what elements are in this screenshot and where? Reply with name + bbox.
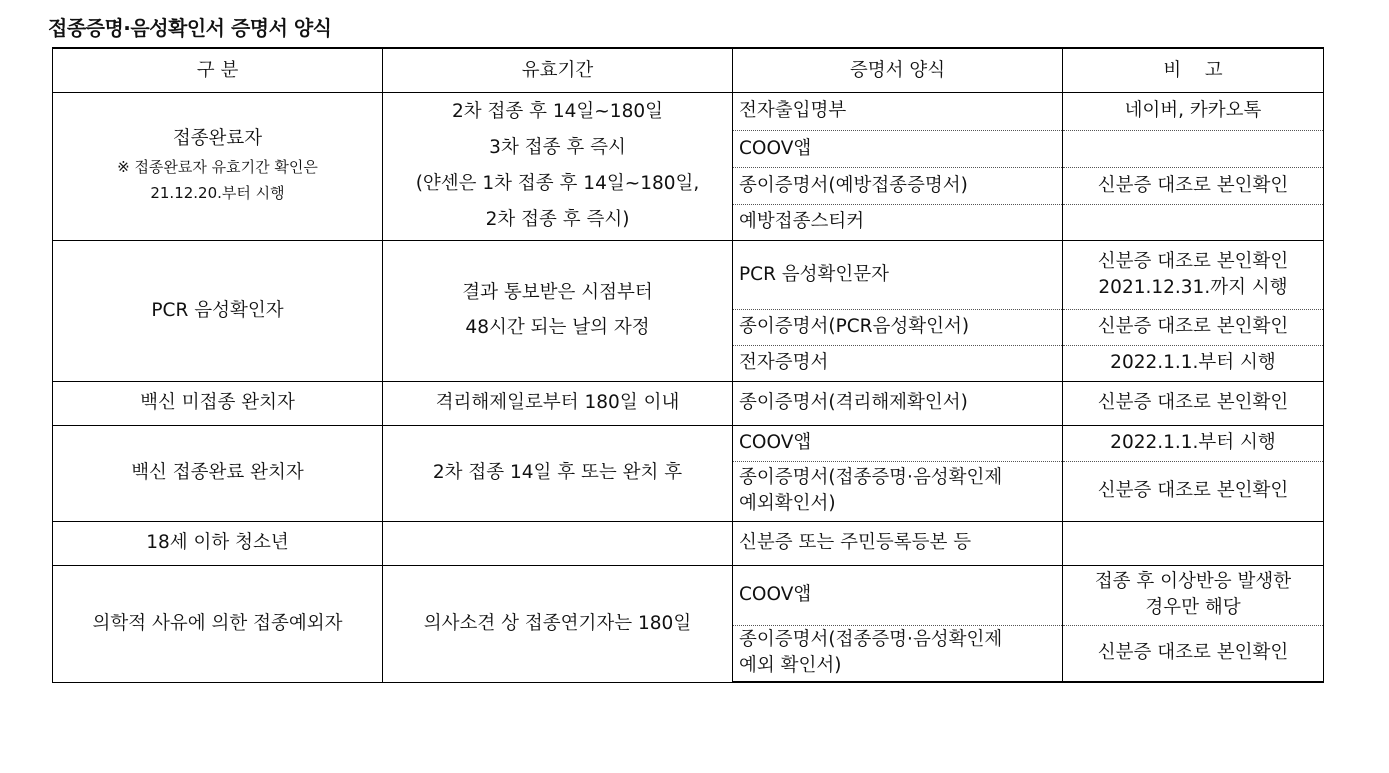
table-row bbox=[53, 240, 1324, 309]
note-cell: 신분증 대조로 본인확인 bbox=[1063, 309, 1324, 345]
note-cell: 신분증 대조로 본인확인 2021.12.31.까지 시행 bbox=[1063, 240, 1324, 309]
note-cell: 신분증 대조로 본인확인 bbox=[1063, 461, 1324, 521]
note-cell: 2022.1.1.부터 시행 bbox=[1063, 425, 1324, 461]
validity-cell bbox=[383, 521, 733, 565]
category-cell bbox=[53, 521, 383, 565]
form-cell: COOV앱 bbox=[733, 130, 1063, 167]
form-cell: 신분증 또는 주민등록등본 등 bbox=[733, 521, 1063, 565]
form-cell: 전자증명서 bbox=[733, 345, 1063, 381]
note-cell: 2022.1.1.부터 시행 bbox=[1063, 345, 1324, 381]
header-row bbox=[53, 48, 1324, 93]
category-name: 백신 접종완료 완치자 bbox=[131, 462, 304, 484]
note-cell bbox=[1063, 204, 1324, 240]
note-cell: 네이버, 카카오톡 bbox=[1063, 93, 1324, 130]
note-cell: 신분증 대조로 본인확인 bbox=[1063, 625, 1324, 682]
category-cell bbox=[53, 240, 383, 381]
validity-cell: 격리해제일로부터 180일 이내 bbox=[383, 381, 733, 425]
form-cell: COOV앱 bbox=[733, 425, 1063, 461]
category-cell bbox=[53, 425, 383, 521]
table-body bbox=[53, 93, 1324, 682]
validity-cell: 결과 통보받은 시점부터 48시간 되는 날의 자정 bbox=[383, 240, 733, 381]
category-cell bbox=[53, 93, 383, 240]
form-cell: 예방접종스티커 bbox=[733, 204, 1063, 240]
category-cell bbox=[53, 565, 383, 682]
note-cell: 접종 후 이상반응 발생한 경우만 해당 bbox=[1063, 565, 1324, 625]
form-cell: 종이증명서(접종증명·음성확인제 예외 확인서) bbox=[733, 625, 1063, 682]
header-note: 비 고 bbox=[1063, 48, 1324, 93]
table-header bbox=[53, 48, 1324, 93]
form-cell: COOV앱 bbox=[733, 565, 1063, 625]
form-cell: 종이증명서(예방접종증명서) bbox=[733, 167, 1063, 204]
document-title: 접종증명·음성확인서 증명서 양식 bbox=[48, 16, 332, 40]
form-cell: 종이증명서(격리해제확인서) bbox=[733, 381, 1063, 425]
header-category: 구 분 bbox=[53, 48, 383, 93]
note-cell bbox=[1063, 521, 1324, 565]
header-form: 증명서 양식 bbox=[733, 48, 1063, 93]
form-cell: 종이증명서(PCR음성확인서) bbox=[733, 309, 1063, 345]
category-name: PCR 음성확인자 bbox=[151, 299, 284, 321]
validity-cell: 2차 접종 14일 후 또는 완치 후 bbox=[383, 425, 733, 521]
validity-cell: 2차 접종 후 14일~180일 3차 접종 후 즉시 (얀센은 1차 접종 후 14일~180일, 2차 접종 후 즉시) bbox=[383, 93, 733, 240]
category-name: 18세 이하 청소년 bbox=[146, 532, 289, 554]
category-name: 백신 미접종 완치자 bbox=[140, 392, 295, 414]
table-row bbox=[53, 521, 1324, 565]
validity-cell: 의사소견 상 접종연기자는 180일 bbox=[383, 565, 733, 682]
category-name: 의학적 사유에 의한 접종예외자 bbox=[92, 612, 343, 634]
table-row bbox=[53, 381, 1324, 425]
category-note: ※ 접종완료자 유효기간 확인은 21.12.20.부터 시행 bbox=[117, 157, 318, 203]
table-row bbox=[53, 425, 1324, 461]
note-cell: 신분증 대조로 본인확인 bbox=[1063, 167, 1324, 204]
certificate-forms-table bbox=[52, 47, 1324, 683]
category-name: 접종완료자 bbox=[172, 128, 263, 150]
note-cell bbox=[1063, 130, 1324, 167]
form-cell: 종이증명서(접종증명·음성확인제 예외확인서) bbox=[733, 461, 1063, 521]
table-row bbox=[53, 93, 1324, 130]
category-cell bbox=[53, 381, 383, 425]
form-cell: PCR 음성확인문자 bbox=[733, 240, 1063, 309]
table-row bbox=[53, 565, 1324, 625]
form-cell: 전자출입명부 bbox=[733, 93, 1063, 130]
header-validity: 유효기간 bbox=[383, 48, 733, 93]
note-cell: 신분증 대조로 본인확인 bbox=[1063, 381, 1324, 425]
